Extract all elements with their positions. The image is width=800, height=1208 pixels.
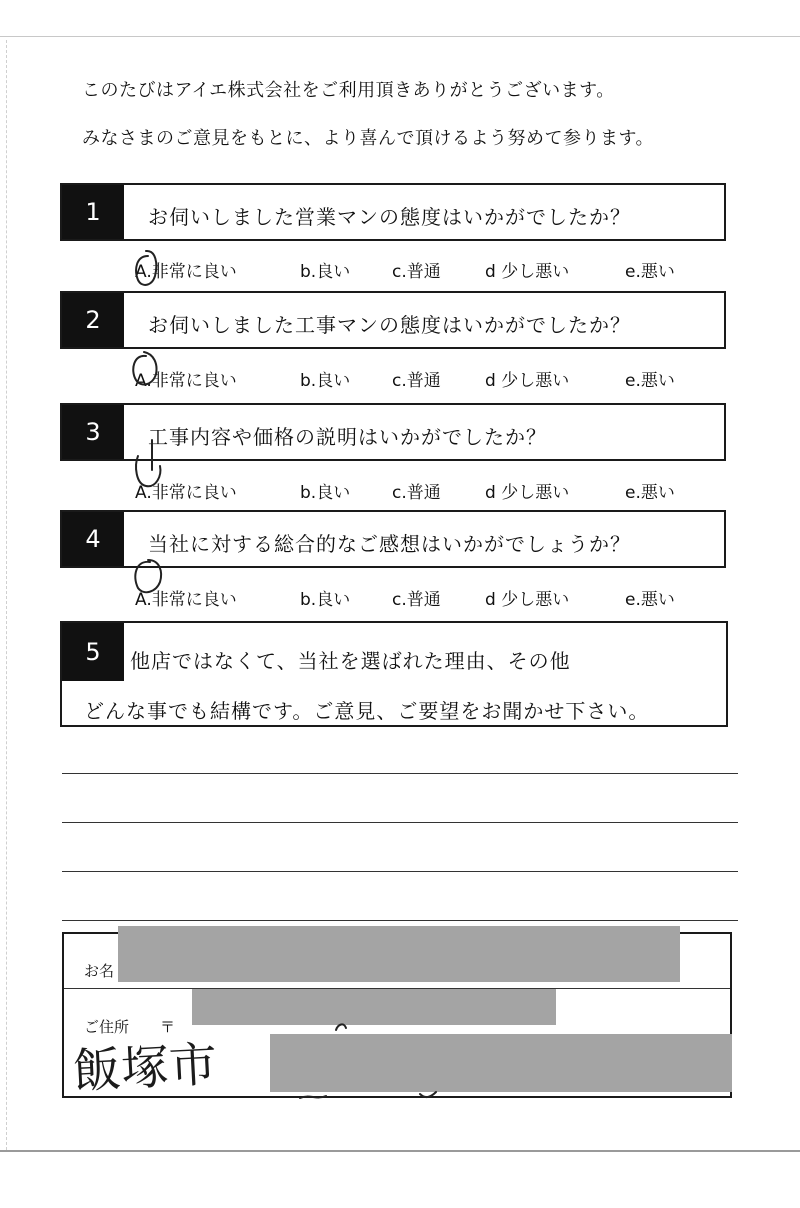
option-d[interactable]: d 少し悪い <box>485 590 570 610</box>
answer-circle-q2 <box>133 352 156 385</box>
answer-mark-q3 <box>136 440 160 486</box>
address-label: ご住所 <box>84 1018 130 1036</box>
option-c[interactable]: c.普通 <box>392 262 441 282</box>
option-c[interactable]: c.普通 <box>392 371 441 391</box>
question-5-text-line-1: 他店ではなくて、当社を選ばれた理由、その他 <box>130 649 571 673</box>
option-d[interactable]: d 少し悪い <box>485 262 570 282</box>
question-text: 工事内容や価格の説明はいかがでしたか？ <box>148 425 547 449</box>
option-a[interactable]: A.非常に良い <box>135 590 237 610</box>
option-a[interactable]: A.非常に良い <box>135 371 237 391</box>
option-e[interactable]: e.悪い <box>625 371 675 391</box>
option-b[interactable]: b.良い <box>300 590 351 610</box>
option-c[interactable]: c.普通 <box>392 590 441 610</box>
question-text: お伺いしました工事マンの態度はいかがでしたか？ <box>148 313 631 337</box>
name-label: お名 <box>84 962 115 980</box>
question-5-text-line-2: どんな事でも結構です。ご意見、ご要望をお聞かせ下さい。 <box>84 699 650 723</box>
option-e[interactable]: e.悪い <box>625 483 675 503</box>
answer-circle-q4 <box>135 560 161 592</box>
answer-circle-q1 <box>136 251 156 285</box>
option-a[interactable]: A.非常に良い <box>135 262 237 282</box>
handwriting-scribble <box>336 1024 346 1030</box>
intro-line-2: みなさまのご意見をもとに、より喜んで頂けるよう努めて参ります。 <box>82 128 655 149</box>
question-number: 5 <box>62 623 124 681</box>
option-b[interactable]: b.良い <box>300 262 351 282</box>
handwritten-city: 飯塚市 <box>71 1036 219 1100</box>
option-c[interactable]: c.普通 <box>392 483 441 503</box>
option-d[interactable]: d 少し悪い <box>485 483 570 503</box>
option-a[interactable]: A.非常に良い <box>135 483 237 503</box>
question-number: 2 <box>62 293 124 347</box>
question-number: 4 <box>62 512 124 566</box>
intro-line-1: このたびはアイエ株式会社をご利用頂きありがとうございます。 <box>82 80 615 101</box>
option-e[interactable]: e.悪い <box>625 262 675 282</box>
question-number: 1 <box>62 185 124 239</box>
option-b[interactable]: b.良い <box>300 371 351 391</box>
option-d[interactable]: d 少し悪い <box>485 371 570 391</box>
handwriting-scribble <box>300 1092 436 1098</box>
zip-mark: 〒 <box>160 1018 176 1036</box>
question-text: 当社に対する総合的なご感想はいかがでしょうか？ <box>148 532 631 556</box>
option-b[interactable]: b.良い <box>300 483 351 503</box>
option-e[interactable]: e.悪い <box>625 590 675 610</box>
question-number: 3 <box>62 405 124 459</box>
question-text: お伺いしました営業マンの態度はいかがでしたか？ <box>148 205 631 229</box>
